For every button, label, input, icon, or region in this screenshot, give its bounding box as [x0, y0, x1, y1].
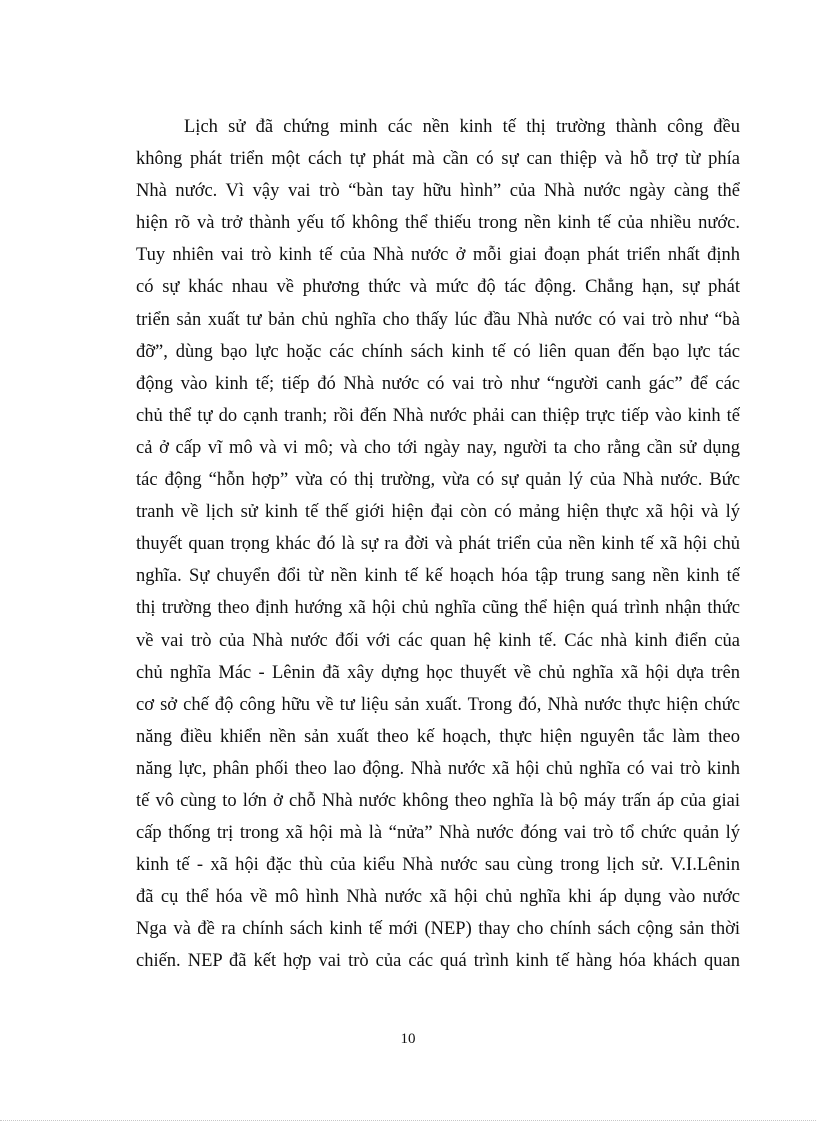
- text-line: năng lực, phân phối theo lao động. Nhà nước xã hội chủ nghĩa có vai trò kinh: [136, 758, 740, 779]
- text-line: về vai trò của Nhà nước đối với các quan hệ kinh tế. Các nhà kinh điển của: [136, 630, 740, 651]
- text-line: tác động “hỗn hợp” vừa có thị trường, vừa có sự quản lý của Nhà nước. Bức: [136, 470, 740, 491]
- text-line: nghĩa. Sự chuyển đổi từ nền kinh tế kế hoạch hóa tập trung sang nền kinh tế: [136, 566, 740, 587]
- text-line: Tuy nhiên vai trò kinh tế của Nhà nước ở mỗi giai đoạn phát triển nhất định: [136, 245, 740, 266]
- text-line: động vào kinh tế; tiếp đó Nhà nước có vai trò như “người canh gác” để các: [136, 373, 740, 394]
- text-line: không phát triển một cách tự phát mà cần có sự can thiệp và hỗ trợ từ phía: [136, 149, 740, 170]
- text-line: tranh về lịch sử kinh tế thế giới hiện đại còn có mảng hiện thực xã hội và lý: [136, 502, 740, 523]
- page-bottom-divider: [0, 1120, 816, 1121]
- text-line: thuyết quan trọng khác đó là sự ra đời và phát triển của nền kinh tế xã hội chủ: [136, 534, 740, 555]
- page-number: 10: [400, 1031, 416, 1047]
- text-line: hiện rõ và trở thành yếu tố không thể thiếu trong nền kinh tế của nhiều nước.: [136, 213, 740, 234]
- text-line: tế vô cùng to lớn ở chỗ Nhà nước không theo nghĩa là bộ máy trấn áp của giai: [136, 790, 740, 811]
- text-line: cấp thống trị trong xã hội mà là “nửa” Nhà nước đóng vai trò tổ chức quản lý: [136, 823, 740, 844]
- text-line: chiến. NEP đã kết hợp vai trò của các quá trình kinh tế hàng hóa khách quan: [136, 951, 740, 972]
- text-line: có sự khác nhau về phương thức và mức độ tác động. Chẳng hạn, sự phát: [136, 277, 740, 298]
- text-line: kinh tế - xã hội đặc thù của kiểu Nhà nước sau cùng trong lịch sử. V.I.Lênin: [136, 855, 740, 876]
- text-line: năng điều khiển nền sản xuất theo kế hoạch, thực hiện nguyên tắc làm theo: [136, 726, 740, 747]
- body-paragraph: [136, 111, 740, 978]
- text-line: Nhà nước. Vì vậy vai trò “bàn tay hữu hình” của Nhà nước ngày càng thể: [136, 181, 740, 202]
- text-line: Lịch sử đã chứng minh các nền kinh tế thị trường thành công đều: [184, 117, 740, 137]
- text-line: cơ sở chế độ công hữu về tư liệu sản xuất. Trong đó, Nhà nước thực hiện chức: [136, 694, 740, 715]
- text-line: triển sản xuất tư bản chủ nghĩa cho thấy lúc đầu Nhà nước có vai trò như “bà: [136, 309, 740, 330]
- text-line: đã cụ thể hóa về mô hình Nhà nước xã hội chủ nghĩa khi áp dụng vào nước: [136, 887, 740, 908]
- text-line: chủ nghĩa Mác - Lênin đã xây dựng học thuyết về chủ nghĩa xã hội dựa trên: [136, 662, 740, 683]
- text-line: chủ thể tự do cạnh tranh; rồi đến Nhà nước phải can thiệp trực tiếp vào kinh tế: [136, 405, 740, 426]
- text-line: đỡ”, dùng bạo lực hoặc các chính sách kinh tế có liên quan đến bạo lực tác: [136, 341, 740, 362]
- text-line: Nga và đề ra chính sách kinh tế mới (NEP) thay cho chính sách cộng sản thời: [136, 919, 740, 940]
- text-line: thị trường theo định hướng xã hội chủ nghĩa cũng thể hiện quá trình nhận thức: [136, 598, 740, 619]
- text-line: cả ở cấp vĩ mô và vi mô; và cho tới ngày nay, người ta cho rằng cần sử dụng: [136, 437, 740, 458]
